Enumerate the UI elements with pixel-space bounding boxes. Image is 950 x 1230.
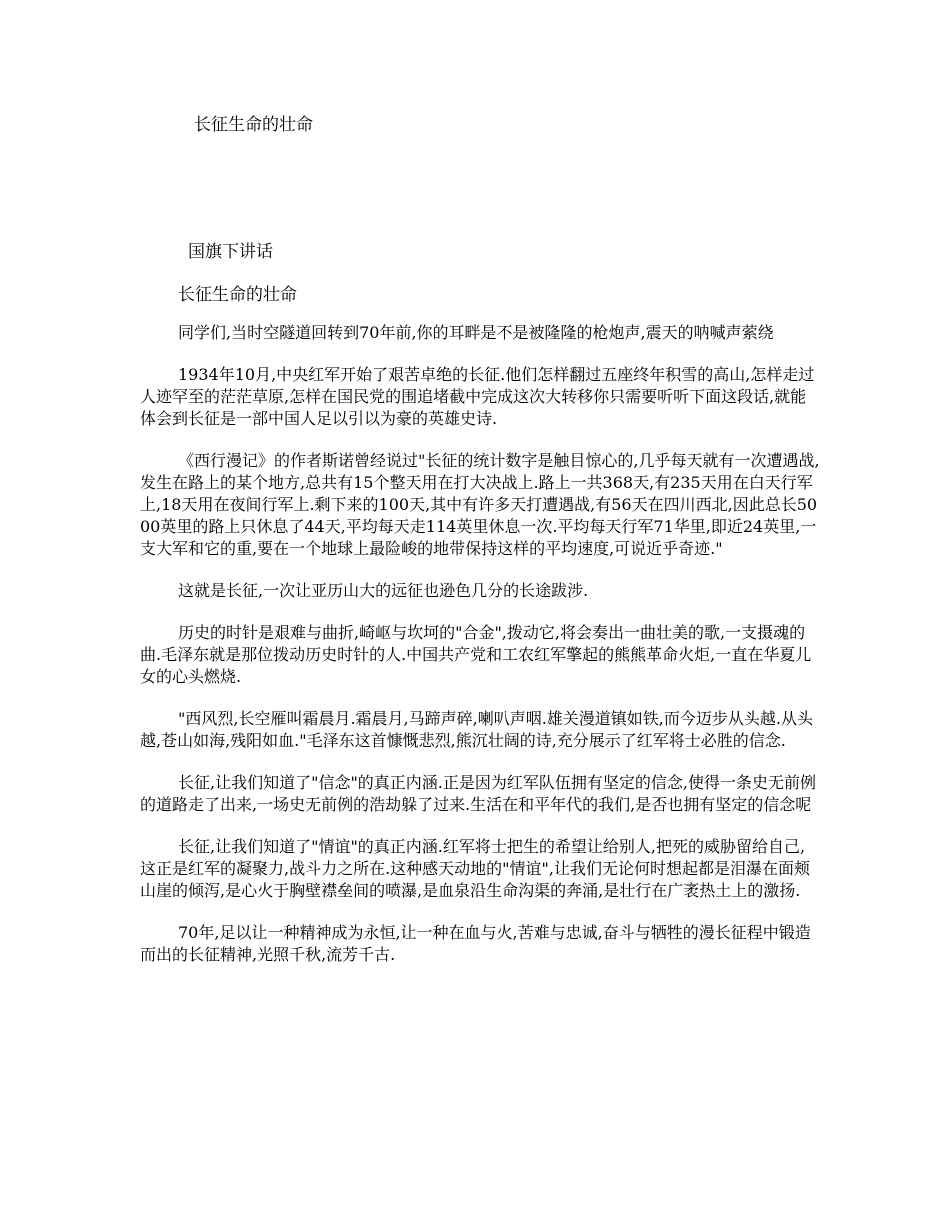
paragraph: 历史的时针是艰难与曲折,崎岖与坎坷的"合金",拨动它,将会奏出一曲壮美的歌,一支摄魂的曲.毛泽东就是那位拨动历史时针的人.中国共产党和工农红军擎起的熊熊革命火炬,一直在华夏儿女的心头燃烧. <box>140 623 812 686</box>
document-body <box>140 322 820 986</box>
paragraph: 长征,让我们知道了"信念"的真正内涵.正是因为红军队伍拥有坚定的信念,使得一条史无前例的道路走了出来,一场史无前例的浩劫躲了过来.生活在和平年代的我们,是否也拥有坚定的信念呢 <box>140 773 816 814</box>
document-title: 长征生命的壮命 <box>194 115 313 135</box>
paragraph: 同学们,当时空隧道回转到70年前,你的耳畔是不是被隆隆的枪炮声,震天的呐喊声萦绕 <box>178 323 774 342</box>
paragraph: 《西行漫记》的作者斯诺曾经说过"长征的统计数字是触目惊心的,几乎每天就有一次遭遇战,发生在路上的某个地方,总共有15个整天用在打大决战上.路上一共368天,有235天用在白天行军上,18天用在夜间行军上.剩下来的100天,其中有许多天打遭遇战,有56天在四川西北,因此总长5000英里的路上只休息了44天,平均每天走114英里休息一次.平均每天行军71华里,即近24英里,一支大军和它的重,要在一个地球上最险峻的地带保持这样的平均速度,可说近乎奇迹." <box>140 451 820 558</box>
paragraph: 长征,让我们知道了"情谊"的真正内涵.红军将士把生的希望让给别人,把死的威胁留给自己,这正是红军的凝聚力,战斗力之所在.这种感天动地的"情谊",让我们无论何时想起都是泪瀑在面颊山崖的倾泻,是心火于胸壁襟垒间的喷瀑,是血泉沿生命沟渠的奔涌,是壮行在广袤热土上的激扬. <box>140 837 810 900</box>
paragraph: "西风烈,长空雁叫霜晨月.霜晨月,马蹄声碎,喇叭声咽.雄关漫道镇如铁,而今迈步从头越.从头越,苍山如海,残阳如血."毛泽东这首慷慨悲烈,熊沉壮阔的诗,充分展示了红军将士必胜的信念. <box>140 709 813 750</box>
paragraph: 这就是长征,一次让亚历山大的远征也逊色几分的长途跋涉. <box>178 581 589 600</box>
paragraph: 1934年10月,中央红军开始了艰苦卓绝的长征.他们怎样翻过五座终年积雪的高山,怎样走过人迹罕至的茫茫草原,怎样在国民党的围追堵截中完成这次大转移你只需要听听下面这段话,就能体会到长征是一部中国人足以引以为豪的英雄史诗. <box>140 365 815 428</box>
speech-heading: 国旗下讲话 <box>188 242 273 262</box>
paragraph: 70年,足以让一种精神成为永恒,让一种在血与火,苦难与忠诚,奋斗与牺牲的漫长征程中锻造而出的长征精神,光照千秋,流芳千古. <box>140 923 811 964</box>
speech-subtitle: 长征生命的壮命 <box>178 285 297 305</box>
